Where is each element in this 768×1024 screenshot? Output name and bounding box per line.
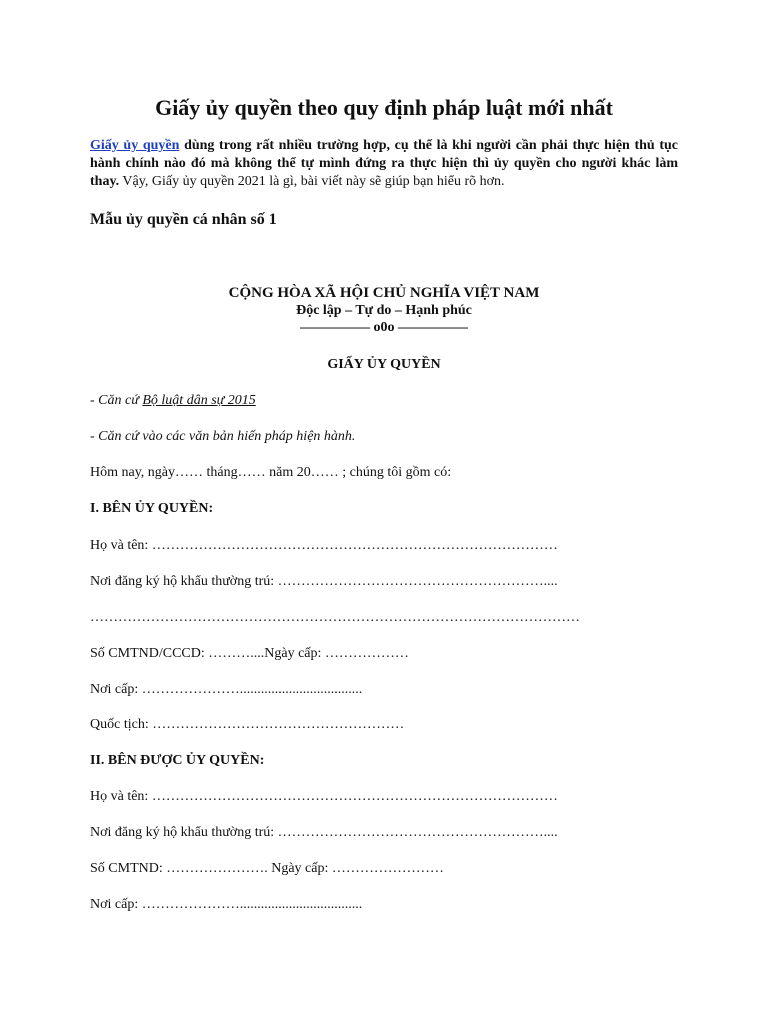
basis-line-1 (90, 392, 256, 410)
section-1-residence-continued: …………………………………………………………………………………………… (90, 610, 580, 625)
form-title: GIẤY ỦY QUYỀN (327, 357, 441, 372)
republic-heading: CỘNG HÒA XÃ HỘI CHỦ NGHĨA VIỆT NAM (228, 285, 540, 301)
section-2-heading: II. BÊN ĐƯỢC ỦY QUYỀN: (90, 753, 265, 768)
section-1-issued-place-field: Nơi cấp: …………………................................... (90, 682, 363, 697)
intro-bold-text: dùng trong rất nhiều trường hợp, cụ thể là khi người cần phải thực hiện thủ tục hành chính nào đó mà không thể tự mình đứng ra thực hiện thì ủy quyền cho người khác làm thay. (90, 138, 678, 189)
section-2-name-field: Họ và tên: …………………………………………………………………………… (90, 789, 558, 804)
intro-normal-text: Vậy, Giấy ủy quyền 2021 là gì, bài viết này sẽ giúp bạn hiểu rõ hơn. (119, 174, 505, 189)
intro-link-giay-uy-quyen[interactable]: Giấy ủy quyền (90, 138, 180, 153)
basis-1-prefix: - Căn cứ (90, 393, 143, 408)
basis-1-link[interactable]: Bộ luật dân sự 2015 (142, 393, 256, 408)
subheading: Mẫu ủy quyền cá nhân số 1 (90, 211, 277, 228)
basis-line-2: - Căn cứ vào các văn bản hiến pháp hiện hành. (90, 429, 356, 444)
section-1-nationality-field: Quốc tịch: ……………………………………………… (90, 717, 405, 732)
section-1-heading: I. BÊN ỦY QUYỀN: (90, 501, 214, 516)
separator: ————— o0o ————— (300, 320, 468, 335)
page-title: Giấy ủy quyền theo quy định pháp luật mới nhất (155, 95, 613, 120)
section-2-id-field: Số CMTND: …………………. Ngày cấp: …………………… (90, 861, 444, 876)
section-1-name-field: Họ và tên: …………………………………………………………………………… (90, 538, 558, 553)
section-1-residence-field: Nơi đăng ký hộ khẩu thường trú: ………………………………………………….... (90, 574, 558, 589)
intro-paragraph (90, 137, 678, 191)
motto: Độc lập – Tự do – Hạnh phúc (296, 303, 472, 318)
today-line: Hôm nay, ngày…… tháng…… năm 20…… ; chúng tôi gồm có: (90, 465, 452, 480)
section-1-id-field: Số CMTND/CCCD: ………....Ngày cấp: ……………… (90, 646, 409, 661)
section-2-issued-place-field: Nơi cấp: …………………................................... (90, 897, 363, 912)
section-2-residence-field: Nơi đăng ký hộ khẩu thường trú: ………………………………………………….... (90, 825, 558, 840)
